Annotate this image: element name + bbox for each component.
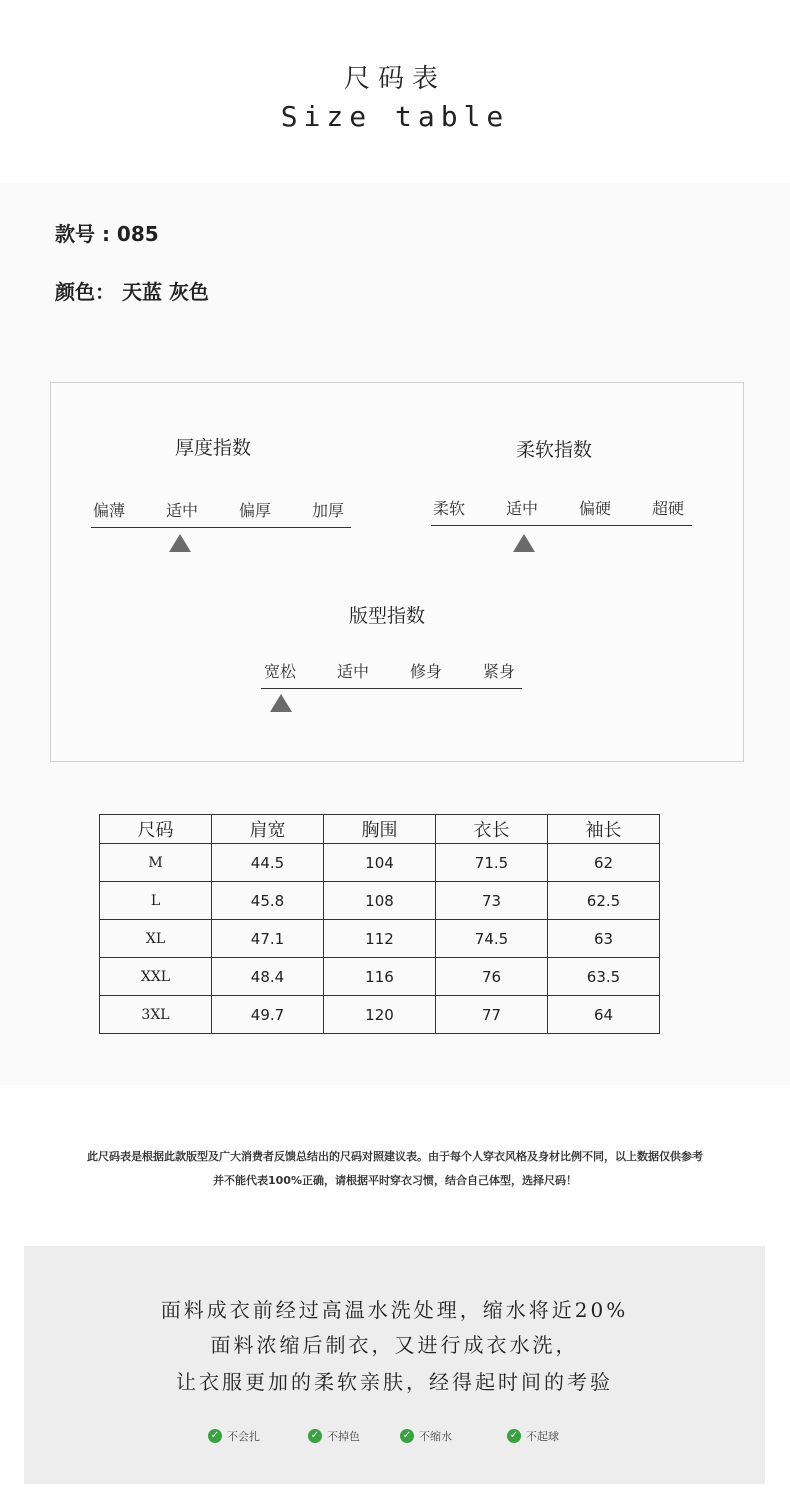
badge-label: 不缩水: [419, 1430, 452, 1443]
badge-no-shrink: [400, 1428, 452, 1444]
check-icon: ✓: [308, 1429, 322, 1443]
check-icon: ✓: [400, 1429, 414, 1443]
fit-option: 适中: [337, 662, 370, 681]
page-title-cn: 尺码表: [343, 64, 446, 94]
size-cell: XL: [100, 920, 212, 958]
badge-label: 不会扎: [227, 1430, 260, 1443]
softness-option: 适中: [506, 499, 539, 518]
fit-option: 修身: [410, 662, 443, 681]
table-cell: 71.5: [436, 844, 548, 882]
index-box: [50, 382, 744, 762]
badge-no-fade: [308, 1428, 360, 1444]
badge-no-prickle: [208, 1428, 260, 1444]
column-header: 胸围: [324, 815, 436, 844]
washing-line-2: 面料浓缩后制衣，又进行成衣水洗，: [210, 1333, 579, 1357]
column-header: 袖长: [548, 815, 660, 844]
column-header: 衣长: [436, 815, 548, 844]
style-number: 款号 : 085: [55, 222, 159, 246]
table-cell: 108: [324, 882, 436, 920]
softness-marker-icon: [513, 534, 535, 552]
column-header: 肩宽: [212, 815, 324, 844]
washing-line-3: 让衣服更加的柔软亲肤，经得起时间的考验: [176, 1370, 613, 1394]
column-header: 尺码: [100, 815, 212, 844]
thickness-marker-icon: [169, 534, 191, 552]
table-cell: 49.7: [212, 996, 324, 1034]
thickness-option: 偏薄: [93, 501, 126, 520]
table-cell: 64: [548, 996, 660, 1034]
table-cell: 62.5: [548, 882, 660, 920]
fit-option: 宽松: [264, 662, 297, 681]
fit-index-title: 版型指数: [349, 605, 426, 627]
table-cell: 44.5: [212, 844, 324, 882]
size-cell: L: [100, 882, 212, 920]
table-cell: 62: [548, 844, 660, 882]
table-cell: 48.4: [212, 958, 324, 996]
table-header-row: [100, 815, 660, 844]
table-row: [100, 844, 660, 882]
table-cell: 47.1: [212, 920, 324, 958]
table-row: [100, 958, 660, 996]
table-cell: 45.8: [212, 882, 324, 920]
badge-label: 不起球: [526, 1430, 559, 1443]
softness-scale: [431, 496, 692, 526]
table-cell: 116: [324, 958, 436, 996]
table-cell: 63: [548, 920, 660, 958]
page-title-en: Size table: [280, 100, 510, 133]
table-row: [100, 882, 660, 920]
softness-option: 超硬: [652, 499, 685, 518]
table-cell: 104: [324, 844, 436, 882]
table-cell: 77: [436, 996, 548, 1034]
softness-index-title: 柔软指数: [516, 439, 593, 461]
check-icon: ✓: [208, 1429, 222, 1443]
size-note-line-1: 此尺码表是根据此款版型及广大消费者反馈总结出的尺码对照建议表。由于每个人穿衣风格及身材比例不同，以上数据仅供参考: [87, 1150, 703, 1163]
table-cell: 112: [324, 920, 436, 958]
thickness-scale: [91, 498, 351, 528]
table-cell: 63.5: [548, 958, 660, 996]
size-note-line-2: 并不能代表100%正确，请根据平时穿衣习惯，结合自己体型，选择尺码！: [213, 1174, 577, 1187]
table-cell: 73: [436, 882, 548, 920]
check-icon: ✓: [507, 1429, 521, 1443]
thickness-option: 适中: [166, 501, 199, 520]
badge-no-pilling: [507, 1428, 559, 1444]
washing-info-box: [24, 1246, 765, 1484]
fit-marker-icon: [270, 694, 292, 712]
fit-scale: [261, 659, 522, 689]
softness-option: 偏硬: [579, 499, 612, 518]
size-cell: M: [100, 844, 212, 882]
table-row: [100, 996, 660, 1034]
size-cell: 3XL: [100, 996, 212, 1034]
softness-option: 柔软: [433, 499, 466, 518]
washing-line-1: 面料成衣前经过高温水洗处理，缩水将近20%: [160, 1298, 629, 1322]
thickness-option: 加厚: [312, 501, 345, 520]
size-cell: XXL: [100, 958, 212, 996]
color-options: 颜色： 天蓝 灰色: [55, 280, 209, 304]
fit-option: 紧身: [483, 662, 516, 681]
table-cell: 120: [324, 996, 436, 1034]
thickness-option: 偏厚: [239, 501, 272, 520]
thickness-index-title: 厚度指数: [175, 437, 252, 459]
table-cell: 76: [436, 958, 548, 996]
badge-label: 不掉色: [327, 1430, 360, 1443]
table-row: [100, 920, 660, 958]
table-cell: 74.5: [436, 920, 548, 958]
size-table: [99, 814, 660, 1034]
